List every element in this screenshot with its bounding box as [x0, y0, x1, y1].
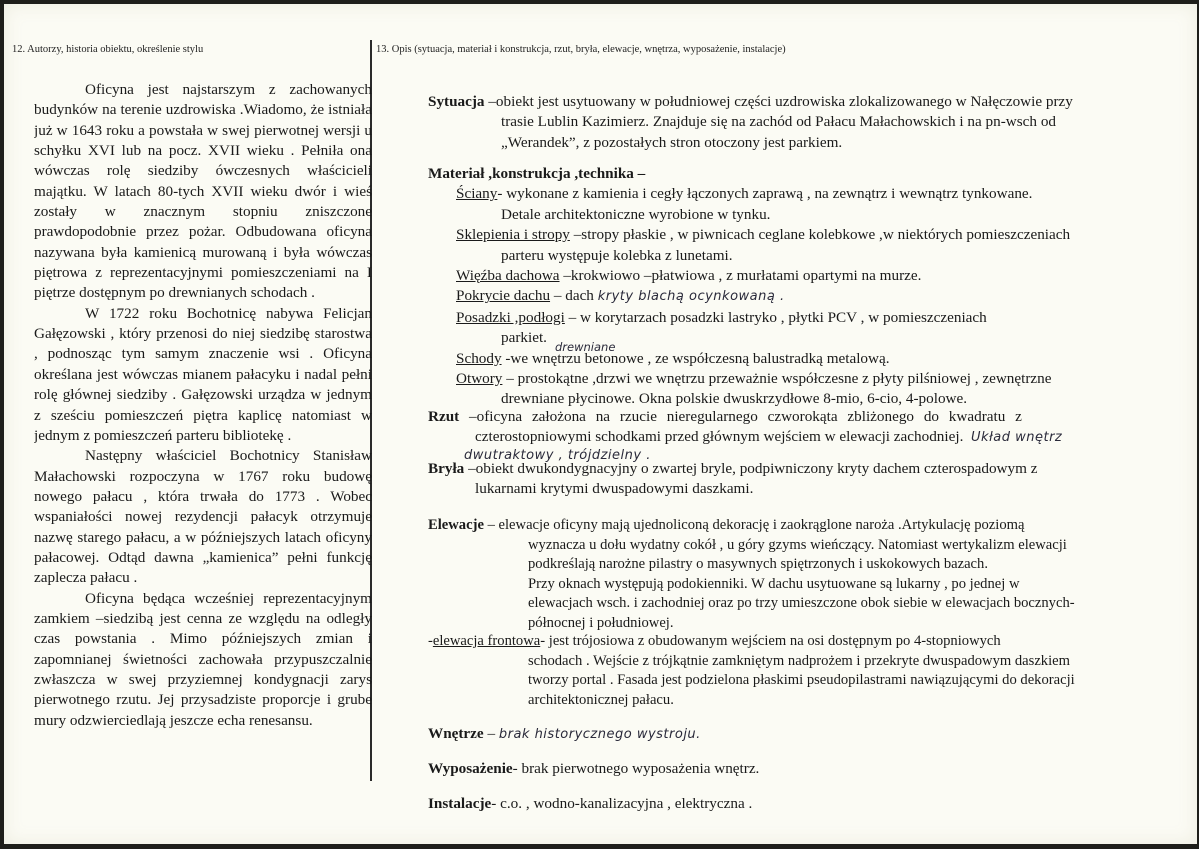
section-label: Materiał ,konstrukcja ,technika – — [428, 165, 646, 182]
handwritten-annotation: dwutraktowy , trójdzielny . — [464, 447, 651, 463]
history-paragraph: Następny właściciel Bochotnicy Stanisław Małachowski rozpoczyna w 1767 roku budowę nowego pałacu , która trwała do 1773 . Wobec wspaniałości nowej rezydencji pałacyk otrzymuje nazwę starego pałacu, a w późniejszych latach oficyny pałacowej. Odtąd dawna „kamienica” pełni funkcję zaplecza pałacu . — [34, 447, 372, 587]
field-header-history: 12. Autorzy, historia obiektu, określenie stylu — [12, 44, 204, 55]
section-instalacje: Instalacje- c.o. , wodno-kanalizacyjna , elektryczna . — [428, 795, 753, 812]
field-header-description: 13. Opis (sytuacja, materiał i konstrukcja, rzut, bryła, elewacje, wnętrza, wyposażenie, instalacje) — [376, 44, 786, 55]
section-material: Materiał ,konstrukcja ,technika – Ściany- wykonane z kamienia i cegły łączonych zaprawą , na zewnątrz i wewnątrz tynkowane. Detale architektoniczne wyrobione w tynku. Sklepienia i stropy –stropy płaskie , w piwnicach ceglane kolebkowe ,w niektórych pomieszczeniach parteru występuje kolebka z lunetami. Więźba dachowa –krokwiowo –płatwiowa , z murłatami opartymi na murze. Pokrycie dachu – dach kryty blachą ocynkowaną . Posadzki ,podłogi – w korytarzach posadzki lastryko , płytki PCV , w pomieszczeniach parkiet. drewniane Schody -we wnętrzu betonowe , ze współczesną balustradką metalową. Otwory – prostokątne ,drzwi we wnętrzu przeważnie współczesne z płyty pilśniowej , zewnętrzne drewniane płycinowe. Okna polskie dwuskrzydłowe 8-mio, 6-cio, 4-polowe. — [428, 165, 1071, 408]
section-elewacja-frontowa: -elewacja frontowa- jest trójosiowa z obudowanym wejściem na osi dostępnym po 4-stopniowych schodach . Wejście z trójkątnie zamkniętym nadprożem i przekryte dwuspadowym daszkiem tworzy portal . Fasada jest podzielona płaskimi pseudopilastrami nawiązującymi do dekoracji architektonicznej pałacu. — [428, 633, 1075, 708]
section-label: Wyposażenie — [428, 760, 513, 777]
history-paragraph: Oficyna jest najstarszym z zachowanych budynków na terenie uzdrowiska .Wiadomo, że istniała już w 1643 roku a powstała w swej pierwotnej wersji u schyłku XVI lub na pocz. XVII wieku . Pełniła ona wówczas rolę siedziby ówczesnych właścicieli majątku. W latach 80-tych XVII wieku dwór i wieś zostały w znacznym stopniu zniszczone prawdopodobnie przez pożar. Odbudowana oficyna nazywana była kamienicą murowaną i była wówczas piętrowa z reprezentacyjnymi pomieszczeniami na I piętrze dostępnym po drewnianych schodach . — [34, 81, 372, 302]
section-rzut: Rzut –oficyna założona na rzucie nieregularnego czworokąta zbliżonego do kwadratu z czterostopniowymi schodkami przed głównym wejściem w elewacji zachodniej. Układ wnętrz dwutraktowy , trójdzielny . — [428, 407, 1148, 463]
history-paragraph: W 1722 roku Bochotnicę nabywa Felicjan Gałęzowski , który przenosi do niej siedzibę starostwa , podnosząc tym samym znaczenie wsi . Oficyna określana jest wówczas mianem pałacyku i nadal pełni rolę głównej siedziby . Gałęzowski urządza w jednym z sześciu pomieszczeń piętra kaplicę natomiast w jednym z pomieszczeń parteru bibliotekę . — [34, 304, 372, 444]
section-label: Bryła — [428, 460, 465, 477]
section-label: Wnętrze — [428, 725, 484, 742]
section-elewacje: Elewacje – elewacje oficyny mają ujednoliconą dekorację i zaokrąglone naroża .Artykulację poziomą wyznacza u dołu wydatny cokół , u góry gzyms wieńczący. Natomiast wertykalizm elewacji podkreślają narożne pilastry o masywnych spiętrzonych i uskokowych bazach. Przy oknach występują podokienniki. W dachu usytuowane są lukarny , po jednej w elewacjach wsch. i zachodniej oraz po trzy umieszczone obok siebie w elewacjach bocznych- północnej i południowej. — [428, 517, 1075, 631]
section-label: Sytuacja — [428, 93, 485, 110]
handwritten-annotation: brak historycznego wystroju. — [498, 727, 701, 742]
handwritten-annotation: drewniane — [555, 339, 616, 354]
scanned-document-page — [4, 4, 1197, 844]
section-wnetrze: Wnętrze – brak historycznego wystroju. — [428, 725, 701, 742]
section-wyposazenie: Wyposażenie- brak pierwotnego wyposażenia wnętrz. — [428, 760, 760, 777]
section-bryla: Bryła –obiekt dwukondygnacyjny o zwartej bryle, podpiwniczony kryty dachem czterospadowym z lukarnami krytymi dwuspadowymi daszkami. — [428, 460, 1038, 498]
section-label: Rzut — [428, 408, 460, 425]
section-sytuacja: Sytuacja –obiekt jest usytuowany w południowej części uzdrowiska zlokalizowanego w Nałęczowie przy trasie Lublin Kazimierz. Znajduje się na zachód od Pałacu Małachowskich i na pn-wsch od „Werandek”, z pozostałych stron otoczony jest parkiem. — [428, 93, 1073, 151]
history-text — [34, 80, 372, 731]
history-paragraph: Oficyna będąca wcześniej reprezentacyjnym zamkiem –siedzibą jest cenna ze względu na odległy czas powstania . Mimo późniejszych zmian i zapomnianej świetności zachowała przypuszczalnie zwłaszcza w swej przyziemnej kondygnacji zarys pierwotnego rzutu. Jej przysadziste proporcje i grube mury odzwierciedlają jeszcze echa renesansu. — [34, 589, 372, 729]
section-label: Elewacje — [428, 517, 484, 533]
section-label: Instalacje — [428, 795, 492, 812]
handwritten-annotation: Układ wnętrz — [970, 430, 1063, 446]
handwritten-annotation: kryty blachą ocynkowaną . — [597, 289, 785, 305]
